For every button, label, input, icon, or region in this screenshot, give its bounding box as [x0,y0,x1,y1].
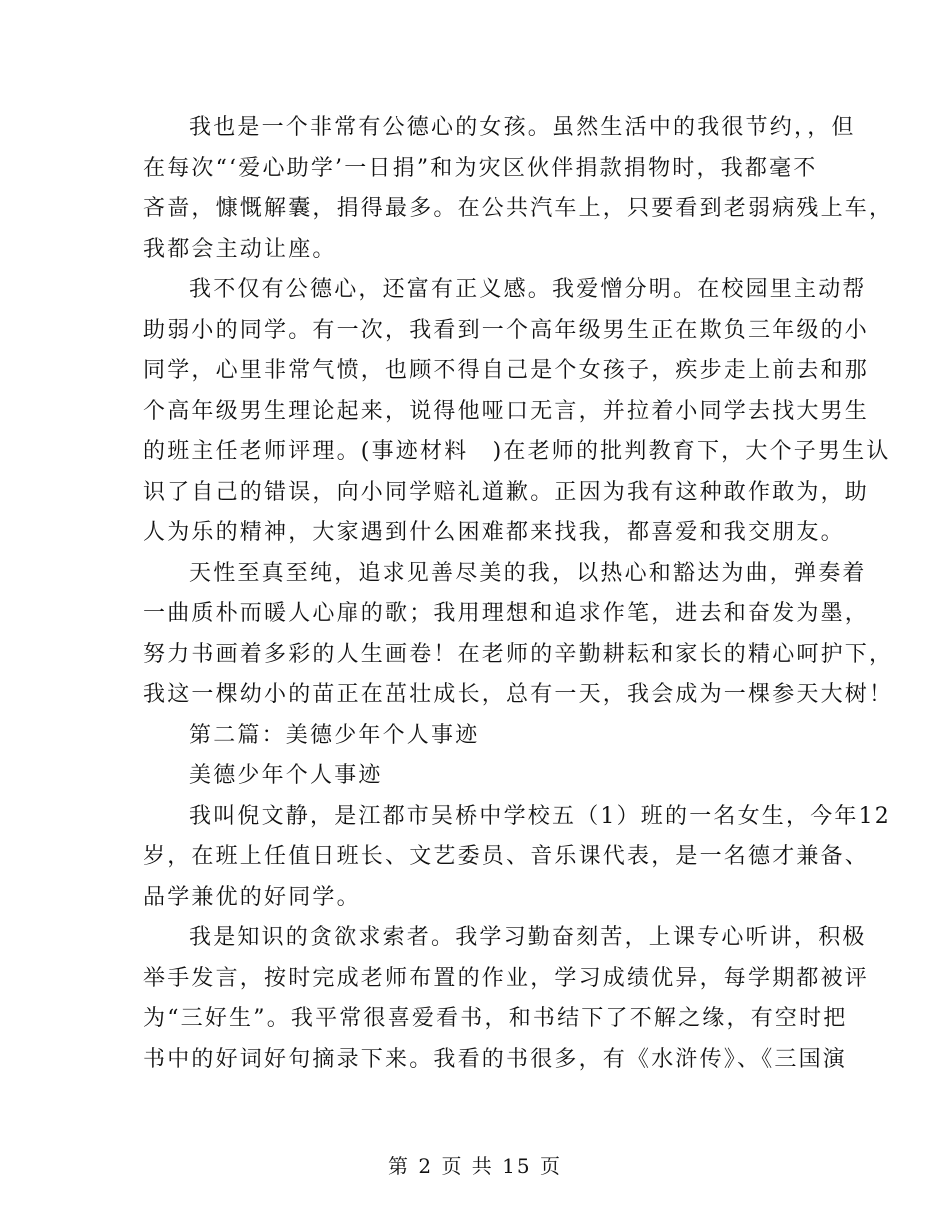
page-number-footer: 第 2 页 共 15 页 [388,1154,562,1178]
text-line: 个高年级男生理论起来，说得他哑口无言，并拉着小同学去找大男生 [143,398,870,424]
text-line: 举手发言，按时完成老师布置的作业，学习成绩优异，每学期都被评 [143,965,870,991]
text-line: 美德少年个人事迹 [189,763,383,788]
document-body [143,108,894,1080]
text-line: 我也是一个非常有公德心的女孩。虽然生活中的我很节约，，但 [189,115,856,140]
text-line: 同学，心里非常气愤，也顾不得自己是个女孩子，疾步走上前去和那 [143,358,870,383]
text-line: 我叫倪文静，是江都市吴桥中学校五（1）班的一名女生，今年12 [189,803,891,829]
text-line: 助弱小的同学。有一次，我看到一个高年级男生正在欺负三年级的小 [143,317,870,343]
text-line: 我都会主动让座。 [143,236,337,262]
text-line: 天性至真至纯，追求见善尽美的我，以热心和豁达为曲，弹奏着 [189,560,867,586]
text-line: 第二篇：美德少年个人事迹 [189,722,480,748]
text-line: 我这一棵幼小的苗正在茁壮成长，总有一天，我会成为一棵参天大树！ [143,682,894,707]
text-line: 书中的好词好句摘录下来。我看的书很多，有《水浒传》、《三国演 [143,1046,848,1072]
text-line: 的班主任老师评理。(事迹材料 )在老师的批判教育下，大个子男生认 [143,439,891,464]
text-line: 努力书画着多彩的人生画卷！在老师的辛勤耕耘和家长的精心呵护下， [143,641,894,667]
text-line: 吝啬，慷慨解囊，捐得最多。在公共汽车上，只要看到老弱病残上车， [143,196,894,221]
text-line: 为“三好生”。我平常很喜爱看书，和书结下了不解之缘，有空时把 [143,1006,848,1031]
text-line: 岁，在班上任值日班长、文艺委员、音乐课代表，是一名德才兼备、 [143,844,870,869]
text-line: 人为乐的精神，大家遇到什么困难都来找我，都喜爱和我交朋友。 [143,520,845,545]
text-line: 一曲质朴而暖人心扉的歌；我用理想和追求作笔，进去和奋发为墨， [143,601,870,626]
text-line: 我是知识的贪欲求索者。我学习勤奋刻苦，上课专心听讲，积极 [189,925,867,950]
text-line: 我不仅有公德心，还富有正义感。我爱憎分明。在校园里主动帮 [189,277,867,302]
text-line: 识了自己的错误，向小同学赔礼道歉。正因为我有这种敢作敢为，助 [143,479,870,505]
text-line: 在每次“‘爱心助学’一日捐”和为灾区伙伴捐款捐物时，我都毫不 [143,155,818,181]
text-line: 品学兼优的好同学。 [143,884,361,910]
